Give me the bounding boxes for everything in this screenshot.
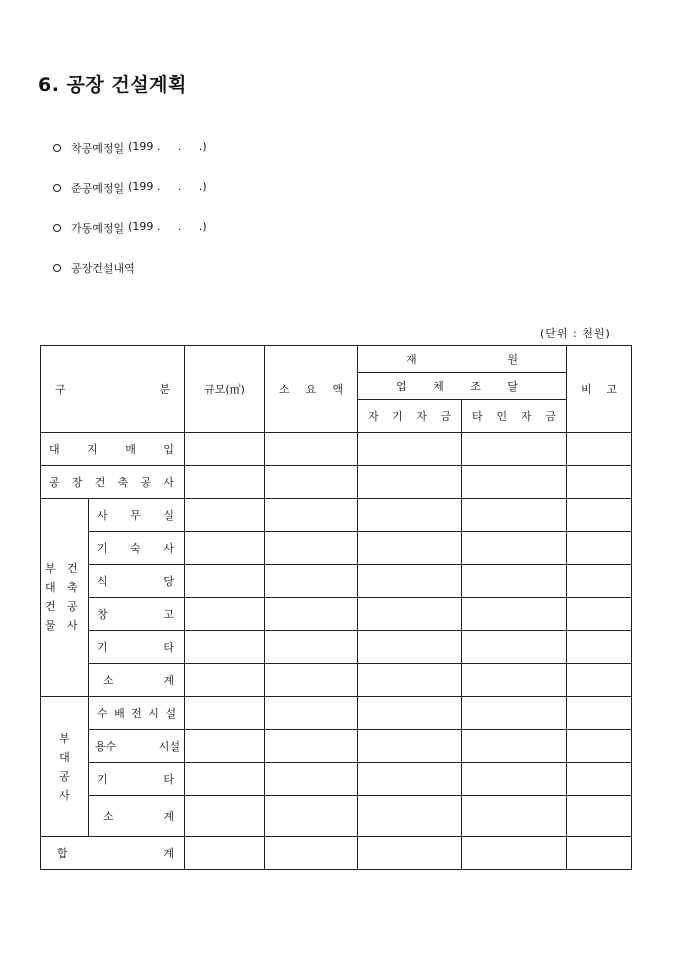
- bullet-label: 가동예정일: [71, 222, 125, 235]
- table-row: [41, 631, 632, 664]
- header-required-amount: 소 요 액: [265, 346, 358, 433]
- table-cell[interactable]: [462, 433, 567, 466]
- table-cell[interactable]: [358, 631, 462, 664]
- header-scale: 규모(㎡): [185, 346, 265, 433]
- table-cell[interactable]: [265, 565, 358, 598]
- circle-bullet-icon: [53, 224, 61, 232]
- table-row: [41, 499, 632, 532]
- table-cell[interactable]: [462, 598, 567, 631]
- list-item: [53, 220, 207, 260]
- table-cell[interactable]: [462, 837, 567, 870]
- table-cell[interactable]: [185, 697, 265, 730]
- table-cell[interactable]: [185, 565, 265, 598]
- bullet-label: 공장건설내역: [71, 262, 135, 275]
- row-label-warehouse: 창 고: [89, 598, 185, 631]
- construction-plan-table: [40, 345, 632, 870]
- table-cell[interactable]: [567, 697, 632, 730]
- list-item: [53, 140, 207, 180]
- table-cell[interactable]: [265, 433, 358, 466]
- header-company-procurement: 업 체 조 달: [358, 373, 567, 400]
- row-label-cafeteria: 식 당: [89, 565, 185, 598]
- table-cell[interactable]: [358, 565, 462, 598]
- table-row: [41, 837, 632, 870]
- table-cell[interactable]: [462, 532, 567, 565]
- table-cell[interactable]: [462, 763, 567, 796]
- table-cell[interactable]: [567, 532, 632, 565]
- header-remarks: 비 고: [567, 346, 632, 433]
- table-cell[interactable]: [185, 730, 265, 763]
- bullet-label: 착공예정일: [71, 142, 125, 155]
- table-cell[interactable]: [265, 664, 358, 697]
- table-cell[interactable]: [567, 598, 632, 631]
- table-cell[interactable]: [185, 631, 265, 664]
- table-row: [41, 697, 632, 730]
- table-cell[interactable]: [462, 697, 567, 730]
- table-row: [41, 763, 632, 796]
- table-cell[interactable]: [358, 598, 462, 631]
- table-cell[interactable]: [265, 697, 358, 730]
- table-cell[interactable]: [567, 499, 632, 532]
- table-row: [41, 532, 632, 565]
- circle-bullet-icon: [53, 144, 61, 152]
- circle-bullet-icon: [53, 184, 61, 192]
- table-cell[interactable]: [567, 763, 632, 796]
- table-cell[interactable]: [462, 499, 567, 532]
- table-cell[interactable]: [265, 499, 358, 532]
- table-cell[interactable]: [567, 837, 632, 870]
- table-cell[interactable]: [567, 466, 632, 499]
- table-row: [41, 565, 632, 598]
- table-cell[interactable]: [358, 763, 462, 796]
- table-cell[interactable]: [567, 631, 632, 664]
- row-label-subtotal: 소 계: [89, 664, 185, 697]
- table-cell[interactable]: [265, 837, 358, 870]
- table-cell[interactable]: [462, 565, 567, 598]
- list-item: [53, 180, 207, 220]
- table-cell[interactable]: [358, 664, 462, 697]
- table-cell[interactable]: [358, 730, 462, 763]
- bullet-dates: (199 . . .): [128, 220, 207, 233]
- row-label-total: 합 계: [41, 837, 185, 870]
- row-label-dormitory: 기 숙 사: [89, 532, 185, 565]
- list-item: [53, 260, 207, 300]
- table-cell[interactable]: [358, 532, 462, 565]
- table-row: [41, 664, 632, 697]
- table-row: [41, 796, 632, 837]
- table-cell[interactable]: [358, 796, 462, 837]
- table-cell[interactable]: [567, 664, 632, 697]
- table-cell[interactable]: [265, 730, 358, 763]
- row-label-subtotal: 소 계: [89, 796, 185, 837]
- table-row: [41, 598, 632, 631]
- row-label-factory: 공 장 건 축 공 사: [41, 466, 185, 499]
- table-cell[interactable]: [358, 466, 462, 499]
- table-row: [41, 433, 632, 466]
- table-cell[interactable]: [462, 466, 567, 499]
- group-ancillary-works: 부 대 공 사: [41, 697, 89, 837]
- table-cell[interactable]: [265, 631, 358, 664]
- table-cell[interactable]: [185, 499, 265, 532]
- row-label-etc: 기 타: [89, 763, 185, 796]
- header-gubun: 구 분: [41, 346, 185, 433]
- unit-label: (단위 : 천원): [540, 327, 611, 340]
- table-cell[interactable]: [185, 664, 265, 697]
- table-cell[interactable]: [358, 433, 462, 466]
- table-cell[interactable]: [358, 499, 462, 532]
- table-cell[interactable]: [265, 598, 358, 631]
- bullet-dates: (199 . . .): [128, 180, 207, 193]
- table-cell[interactable]: [265, 532, 358, 565]
- table-cell[interactable]: [185, 433, 265, 466]
- table-cell[interactable]: [567, 433, 632, 466]
- table-cell[interactable]: [265, 466, 358, 499]
- table-row: [41, 466, 632, 499]
- table-cell[interactable]: [185, 837, 265, 870]
- table-cell[interactable]: [185, 532, 265, 565]
- bullet-dates: (199 . . .): [128, 140, 207, 153]
- header-funding-source: 재 원: [358, 346, 567, 373]
- table-cell[interactable]: [567, 796, 632, 837]
- table-cell[interactable]: [185, 763, 265, 796]
- table-cell[interactable]: [462, 664, 567, 697]
- table-cell[interactable]: [358, 697, 462, 730]
- table-cell[interactable]: [185, 598, 265, 631]
- table-cell[interactable]: [567, 730, 632, 763]
- table-cell[interactable]: [462, 796, 567, 837]
- table-cell[interactable]: [358, 837, 462, 870]
- table-cell[interactable]: [567, 565, 632, 598]
- page-title: 6. 공장 건설계획: [38, 74, 187, 96]
- bullet-label: 준공예정일: [71, 182, 125, 195]
- table-cell[interactable]: [265, 796, 358, 837]
- table-cell[interactable]: [462, 730, 567, 763]
- row-label-etc: 기 타: [89, 631, 185, 664]
- row-label-office: 사 무 실: [89, 499, 185, 532]
- table-cell[interactable]: [462, 631, 567, 664]
- bullet-list: [53, 140, 207, 300]
- row-label-water-facility: 용수 시설: [89, 730, 185, 763]
- circle-bullet-icon: [53, 264, 61, 272]
- table-cell[interactable]: [265, 763, 358, 796]
- row-label-land: 대 지 매 입: [41, 433, 185, 466]
- group-ancillary-buildings: 부 건 대 축 건 공 물 사: [41, 499, 89, 697]
- header-own-capital: 자 기 자 금: [358, 400, 462, 433]
- table-row: [41, 730, 632, 763]
- table-cell[interactable]: [185, 466, 265, 499]
- row-label-power-facility: 수 배 전 시 설: [89, 697, 185, 730]
- table-cell[interactable]: [185, 796, 265, 837]
- header-borrowed-capital: 타 인 자 금: [462, 400, 567, 433]
